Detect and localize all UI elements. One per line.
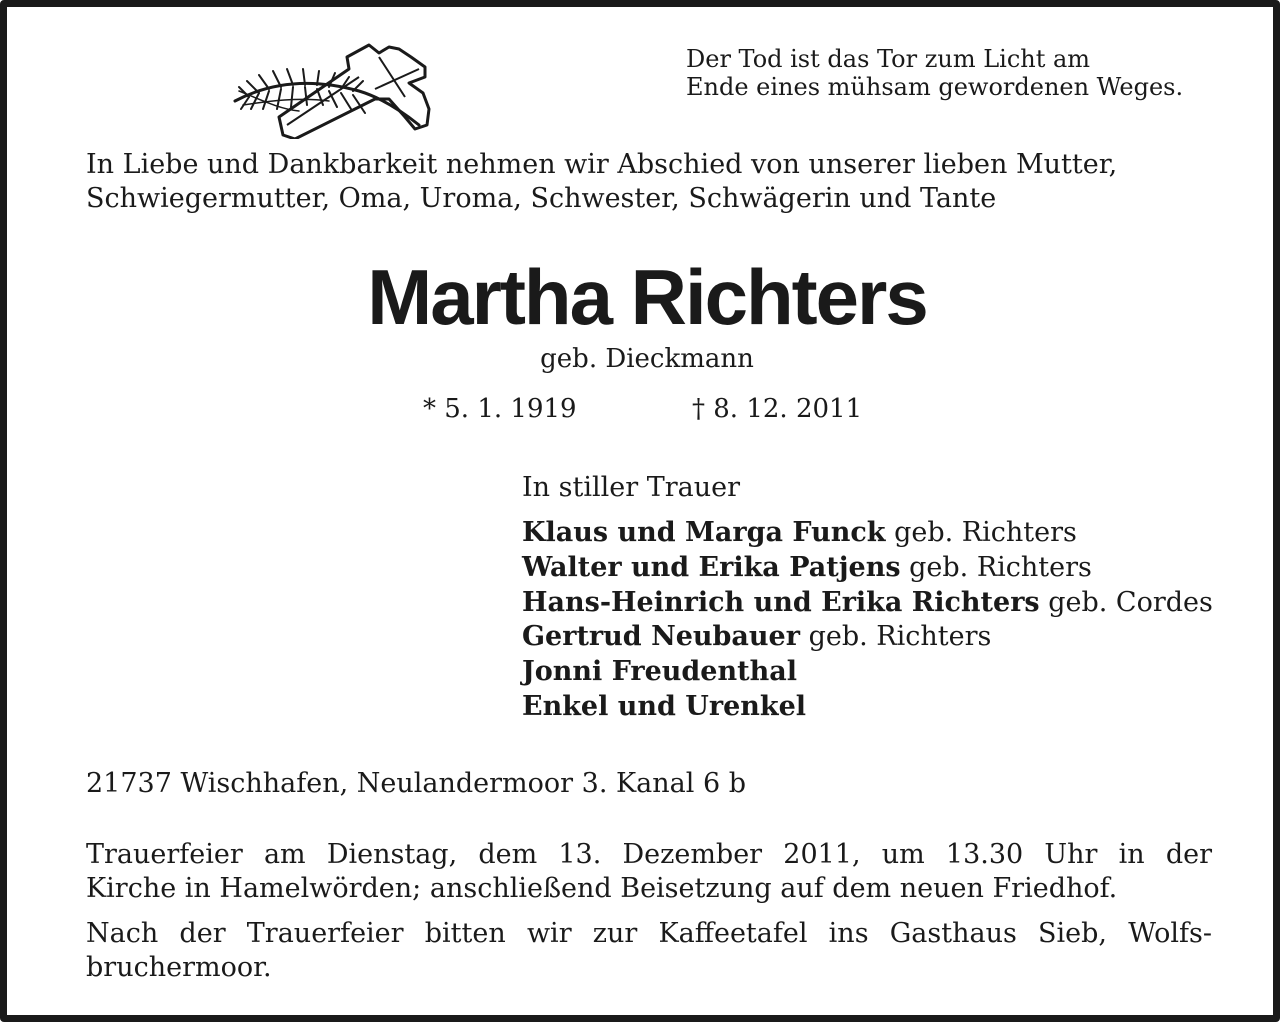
mourner-entry [522, 586, 1213, 621]
deceased-name: Martha Richters [367, 253, 927, 341]
intro-line-1: In Liebe und Dankbarkeit nehmen wir Abschied von unserer lieben Mutter, [86, 149, 1118, 180]
mourner-name: Jonni Freudenthal [522, 656, 797, 688]
reception-line-2: bruchermoor. [86, 952, 272, 983]
motto-line-2: Ende eines mühsam gewordenen Weges. [686, 73, 1184, 101]
motto [686, 45, 1183, 101]
mourner-name: Gertrud Neubauer [522, 621, 800, 653]
birth-date: * 5. 1. 1919 [423, 394, 577, 424]
mourner-entry [522, 655, 1213, 690]
mourner-entry [522, 516, 1213, 551]
mourner-note: geb. Richters [894, 517, 1077, 548]
mourner-entry [522, 690, 1213, 725]
reception-line-1: Nach der Trauerfeier bitten wir zur Kaffeetafel ins Gasthaus Sieb, Wolfs- [86, 918, 1212, 949]
mourner-name: Hans-Heinrich und Erika Richters [522, 586, 1040, 618]
mourner-name: Walter und Erika Patjens [522, 551, 901, 583]
mourner-entry [522, 551, 1213, 586]
mourners-list [522, 516, 1213, 725]
intro-text [86, 148, 1212, 216]
mourners-heading: In stiller Trauer [522, 472, 741, 503]
maiden-name: geb. Dieckmann [540, 344, 754, 374]
mourner-name: Klaus und Marga Funck [522, 517, 886, 548]
reception-info [86, 917, 1212, 985]
service-info [86, 838, 1212, 906]
service-line-2: Kirche in Hamelwörden; anschließend Beisetzung auf dem neuen Friedhof. [86, 873, 1118, 904]
cross-with-palm-branch-icon [229, 39, 437, 139]
intro-line-2: Schwiegermutter, Oma, Uroma, Schwester, Schwägerin und Tante [86, 183, 997, 214]
mourner-entry [522, 620, 1213, 655]
death-date: † 8. 12. 2011 [692, 394, 863, 424]
mourner-note: geb. Richters [808, 621, 992, 653]
mourner-name: Enkel und Urenkel [522, 690, 807, 722]
motto-line-1: Der Tod ist das Tor zum Licht am [686, 45, 1091, 73]
mourner-note: geb. Cordes [1048, 586, 1213, 618]
service-line-1: Trauerfeier am Dienstag, dem 13. Dezember 2011, um 13.30 Uhr in der [86, 839, 1212, 870]
family-address: 21737 Wischhafen, Neulandermoor 3. Kanal 6 b [86, 768, 747, 799]
mourner-note: geb. Richters [909, 551, 1092, 583]
